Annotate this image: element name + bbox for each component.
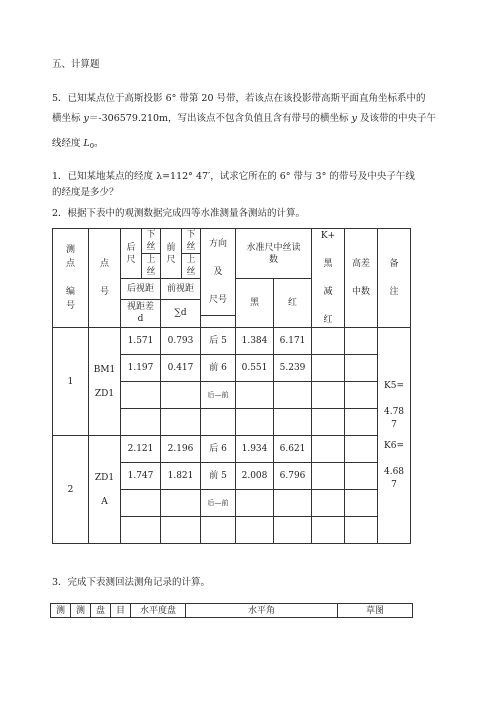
cell-front-dist — [161, 409, 201, 436]
cell-mean — [345, 328, 378, 355]
header-back-lower: 下 丝 — [142, 229, 161, 254]
cell-back-dist — [121, 409, 161, 436]
cell-front-dist — [161, 382, 201, 409]
angle-header-target: 目 — [111, 604, 131, 618]
cell-k — [312, 409, 345, 436]
note-k5: K5= 4.78 7 — [383, 380, 405, 430]
cell-direction: 后—前 — [201, 382, 236, 409]
q5-line1: 5．已知某点位于高斯投影 6° 带第 20 号带，若该点在该投影带高斯平面直角坐标系中的 — [52, 93, 426, 104]
header-red: 红 — [274, 279, 312, 328]
cell-red — [274, 517, 312, 544]
header-front-lower: 下 丝 — [182, 229, 201, 254]
cell-black: 0.551 — [236, 355, 274, 382]
q3-line: 3．完成下表测回法测角记录的计算。 — [52, 577, 211, 588]
section-title: 五、计算题 — [52, 59, 100, 70]
cell-black: 1.934 — [236, 436, 274, 463]
angle-header-circle: 水平度盘 — [131, 604, 186, 618]
cell-red: 6.171 — [274, 328, 312, 355]
header-station-no: 测 点 编 号 — [53, 229, 89, 328]
cell-front-dist: 1.821 — [161, 463, 201, 490]
cell-direction: 后 6 — [201, 436, 236, 463]
header-direction: 方向 及 尺号 — [201, 229, 236, 316]
q1-line2: 的经度是多少？ — [52, 187, 119, 198]
table-row — [53, 328, 411, 355]
angle-table — [50, 603, 413, 618]
cell-direction — [201, 517, 236, 544]
angle-header-station: 测 — [51, 604, 71, 618]
cell-back-dist: 1.197 — [121, 355, 161, 382]
cell-mean — [345, 490, 378, 517]
cell-mean — [345, 517, 378, 544]
header-k-black-red: K+ 黑 减 红 — [312, 229, 345, 328]
cell-black — [236, 382, 274, 409]
cell-back-dist: 2.121 — [121, 436, 161, 463]
header-back-distance: 后视距 — [121, 279, 161, 300]
cell-red — [274, 409, 312, 436]
q1-line1: 1．已知某地某点的经度 λ=112° 47′，试求它所在的 6° 带与 3° 的带号及中央子午线 — [52, 171, 415, 182]
header-front-rod: 前 尺 — [161, 229, 182, 279]
table-row — [53, 436, 411, 463]
cell-k — [312, 517, 345, 544]
cell-black — [236, 517, 274, 544]
cell-direction: 后—前 — [201, 490, 236, 517]
q2-line: 2．根据下表中的观测数据完成四等水准测量各测站的计算。 — [52, 208, 306, 219]
cell-black — [236, 490, 274, 517]
header-distance-diff: 视距差 d — [121, 299, 161, 328]
cell-front-dist — [161, 490, 201, 517]
station-2-number: 2 — [53, 436, 89, 544]
header-dir-bottom — [201, 316, 236, 328]
angle-header-face: 盘 — [91, 604, 111, 618]
cell-black: 2.008 — [236, 463, 274, 490]
cell-front-dist — [161, 517, 201, 544]
cell-mean — [345, 436, 378, 463]
cell-black — [236, 409, 274, 436]
q5-line3: 线经度 $L_0$。 — [52, 138, 104, 150]
cell-k — [312, 355, 345, 382]
station-2-points: ZD1 A — [89, 436, 121, 544]
cell-red: 5.239 — [274, 355, 312, 382]
header-reading: 水准尺中丝读 数 — [236, 229, 312, 279]
cell-mean — [345, 382, 378, 409]
cell-k — [312, 463, 345, 490]
cell-red — [274, 490, 312, 517]
header-front-upper: 上 丝 — [182, 254, 201, 279]
level-table — [52, 228, 411, 544]
note-k6: K6= 4.68 7 — [383, 440, 405, 490]
cell-front-dist: 0.793 — [161, 328, 201, 355]
cell-back-dist — [121, 490, 161, 517]
header-note: 备 注 — [378, 229, 411, 328]
cell-mean — [345, 409, 378, 436]
cell-direction: 后 5 — [201, 328, 236, 355]
header-back-rod: 后 尺 — [121, 229, 142, 279]
header-front-distance: 前视距 — [161, 279, 201, 300]
cell-red: 6.621 — [274, 436, 312, 463]
cell-direction: 前 6 — [201, 355, 236, 382]
station-1-number: 1 — [53, 328, 89, 436]
station-1-points: BM1 ZD1 — [89, 328, 121, 436]
cell-red: 6.796 — [274, 463, 312, 490]
cell-k — [312, 382, 345, 409]
cell-front-dist: 2.196 — [161, 436, 201, 463]
cell-red — [274, 382, 312, 409]
note-cell — [378, 328, 411, 544]
q5-line2: 横坐标 y＝-306579.210m，写出该点不包含负值且含有带号的横坐标 y 及该带的中央子午 — [52, 113, 436, 124]
cell-k — [312, 490, 345, 517]
cell-back-dist — [121, 382, 161, 409]
angle-header-round: 测 — [71, 604, 91, 618]
header-sum-d: ∑d — [161, 299, 201, 328]
angle-header-sketch: 草图 — [338, 604, 413, 618]
header-point: 点 号 — [89, 229, 121, 328]
cell-k — [312, 436, 345, 463]
cell-mean — [345, 463, 378, 490]
cell-direction — [201, 409, 236, 436]
header-mean-height-diff: 高差 中数 — [345, 229, 378, 328]
cell-front-dist: 0.417 — [161, 355, 201, 382]
header-black: 黑 — [236, 279, 274, 328]
cell-back-dist: 1.571 — [121, 328, 161, 355]
cell-direction: 前 5 — [201, 463, 236, 490]
header-back-upper: 上 丝 — [142, 254, 161, 279]
angle-header-horizontal-angle: 水平角 — [186, 604, 338, 618]
cell-back-dist — [121, 517, 161, 544]
cell-k — [312, 328, 345, 355]
cell-back-dist: 1.747 — [121, 463, 161, 490]
cell-mean — [345, 355, 378, 382]
cell-black: 1.384 — [236, 328, 274, 355]
